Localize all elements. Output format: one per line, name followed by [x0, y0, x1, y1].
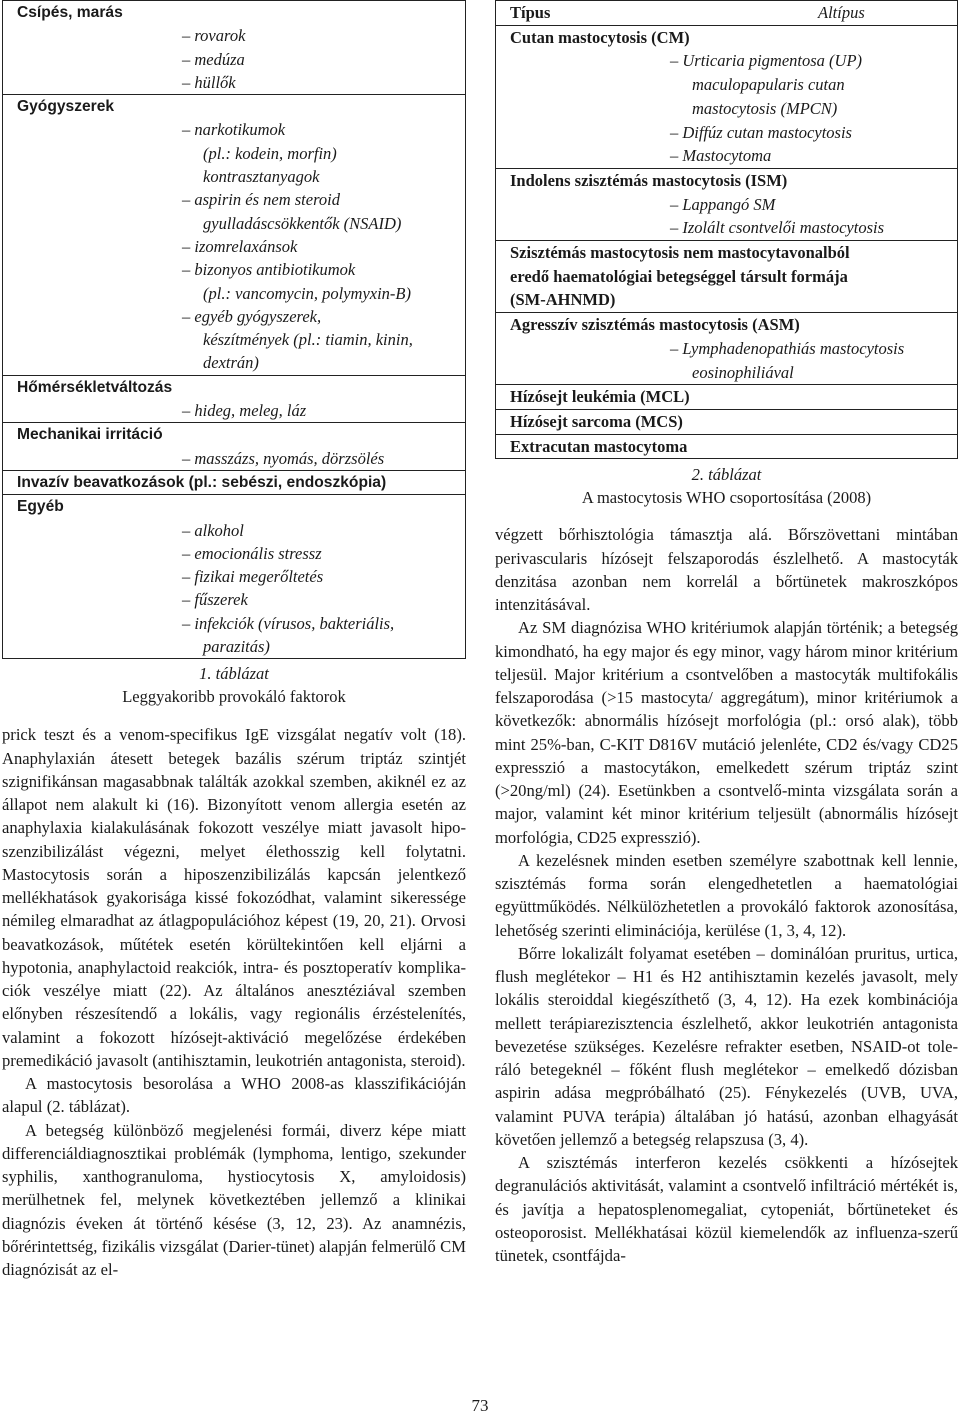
left-column: [2, 0, 466, 1281]
table2-cell: [496, 25, 958, 168]
table1-category: Mechanikai irritáció: [17, 426, 163, 444]
table1-row: [3, 470, 466, 494]
table2-header-row: [496, 1, 958, 26]
table2-caption-number: 2. táblázat: [691, 465, 762, 485]
table2-cell: [496, 434, 958, 459]
table1-subitem-line: parazitás): [203, 637, 270, 657]
table2-subtype-line: – Lappangó SM: [670, 194, 776, 214]
table2-header-type: Típus: [510, 3, 551, 22]
table2-cell: [496, 168, 958, 240]
table2-type-line: eredő haematológiai betegséggel társult formája: [510, 266, 848, 286]
table1-cell: [3, 1, 466, 95]
table1-row: [3, 375, 466, 423]
table1-subitem-line: gyulladáscsökkentők (NSAID): [203, 213, 402, 233]
left-body-text: [2, 723, 466, 1281]
body-paragraph: A mastocytosis besorolása a WHO 2008-as klasszifikációján alapul (2. táblázat).: [2, 1074, 466, 1117]
right-column: [495, 0, 958, 1267]
table1-subitem-line: – medúza: [182, 49, 245, 69]
table1-subitems: [17, 519, 459, 659]
table1-subitem-line: – rovarok: [182, 26, 246, 46]
table1-category: Csípés, marás: [17, 4, 123, 21]
table2-subtype-line: – Izolált csontvelői mastocytosis: [670, 218, 885, 238]
table1-subitem-line: – hideg, meleg, láz: [182, 401, 307, 421]
table1-subitems: [17, 447, 459, 470]
table-who-classification: [495, 0, 958, 459]
right-body-text: [495, 523, 958, 1267]
table1-subitems: [17, 118, 459, 374]
table1-subitem-line: – egyéb gyógyszerek,: [182, 306, 322, 326]
table1-category: Hőmérsékletváltozás: [17, 378, 173, 396]
table2-row: [496, 434, 958, 459]
table1-subitems: [17, 399, 459, 422]
body-paragraph: A kezelésnek minden esetben személyre szabottnak kell lennie, szisztémás forma során elengedhetetlen a haematológiai együttműködés. Nélkülözhetetlen a provokáló faktorok azonosítása, lehetőség szerinti eliminációja, kerülése (1, 3, 4, 12).: [495, 850, 958, 940]
table1-category: Invazív beavatkozások (pl.: sebészi, endoszkópia): [17, 473, 387, 491]
table1-cell: [3, 495, 466, 659]
table2-subtypes: [510, 193, 951, 240]
table1-subitem-line: (pl.: kodein, morfin): [203, 143, 337, 163]
table2-cell: [496, 241, 958, 313]
table2-row: [496, 241, 958, 313]
table2-type-line: (SM-AHNMD): [510, 290, 616, 310]
table1-cell: [3, 375, 466, 423]
table1-subitem-line: – emocionális stressz: [182, 543, 322, 563]
table2-row: [496, 409, 958, 434]
table2-subtype-line: maculopapularis cutan: [692, 75, 845, 95]
table2-caption-title: A mastocytosis WHO csoportosítása (2008): [581, 488, 872, 508]
table1-subitem-line: – hüllők: [182, 72, 236, 92]
table2-header-cell: [496, 1, 958, 26]
table2-subtype-line: eosinophiliával: [692, 362, 794, 382]
table1-row: [3, 95, 466, 376]
table2-row: [496, 25, 958, 168]
table2-subtype-line: – Lymphadenopathiás mastocytosis: [670, 338, 905, 358]
table1-subitems: [17, 24, 459, 94]
table2-subtype-line: – Diffúz cutan mastocytosis: [670, 122, 852, 142]
body-paragraph: Bőrre lokalizált folyamat esetében – dominálóan pruritus, urtica, flush meglétekor – H1 és H2 antihisztamin kezelés javasolt, mely lokális steroiddal kiegészíthető (3, 4, 12). Ha ezek kombinációja mellett terápiarezisztencia észlelhető, akkor leukotrién antagonista bevezetése szükséges. Kezelésre refrakter esetben, NSAID-ot toleráló betegeknél – főként flush meglétekor – emelkedő dózisban aspirin adása megpróbálható (25). Fénykezelés (UVB, UVA, valamint PUVA terápia) általában jó hatású, azonban elhagyását követően jellemző a betegség relapszusa (3, 4).: [495, 943, 958, 1149]
table-provoking-factors: [2, 0, 466, 659]
table1-subitem-line: dextrán): [203, 353, 259, 373]
table1-category: Egyéb: [17, 498, 64, 516]
table1-subitem-line: kontrasztanyagok: [203, 167, 320, 187]
table1-subitem-line: – bizonyos antibiotikumok: [182, 260, 356, 280]
table1-cell: [3, 470, 466, 494]
table1-subitem-line: – alkohol: [182, 520, 244, 540]
table1-row: [3, 423, 466, 471]
body-paragraph: végzett bőrhisztológia támasztja alá. Bőrszövettani mintában perivascularis hízósejt felszaporodás észlelhető. A mastocyták denzitása azonban nem korrelál a bőrtünetek makroszkópos intenzitásával.: [495, 525, 958, 615]
table1-subitem-line: – fizikai megerőltetés: [182, 567, 324, 587]
body-paragraph: prick teszt és a venom-specifikus IgE vizsgálat negatív volt (18). Anaphylaxián átesett betegek bazális szérum triptáz szintjét szignifikánsan magasabbnak találták azokkal szemben, akiknél ez az állapot nem alakult ki (16). Bizonyított venom allergia esetén az anaphylaxia kialakulásának fokozott veszélye miatt javasolt hiposzenzibilizálást végezni, melyet élethosszig kell folytatni. Mastocytosis során a hiposzenzibilizálás kapcsán jelentkező mellékhatások gyakorisága kissé fokozódhat, valamint sikeressége némileg elmaradhat az átlagpopulációhoz képest (19, 20, 21). Orvosi beavatkozások, műtétek esetén körültekintően kell eljárni a hypotonia, anaphylactoid reakciók, intra- és posztoperatív komplikaciók veszélye miatt (22). Az általános anesztéziával szemben előnyben részesítendő a lokális, vagy regionális érzéstelenítés, valamint a fokozott hízósejt-aktiváció megelőzése érdekében premedikáció javasolt (antihisztamin, leukotrién antagonista, steroid).: [2, 725, 466, 1070]
table2-subtypes: [510, 337, 951, 384]
body-paragraph: A betegség különböző megjelenési formái, diverz képe miatt differenciáldiagnosztikai problémák (lymphoma, lentigo, szekunder syphilis, xanthogranuloma, hystiocytosis X, amyloidosis) merülhetnek fel, melynek következtében jellemző a klinikai diagnózis éveken át történő késése (3, 12, 23). Az anamnézis, bőrérintettség, fizikális vizsgálat (Darier-tünet) alapján felmerülő CM diagnózisát az el-: [2, 1120, 466, 1280]
table2-caption: [495, 463, 958, 509]
table2-subtype-line: mastocytosis (MPCN): [692, 98, 838, 118]
table1-subitem-line: – masszázs, nyomás, dörzsölés: [182, 448, 385, 468]
table2-header-subtype: Altípus: [818, 3, 865, 22]
table1-subitem-line: (pl.: vancomycin, polymyxin-B): [203, 283, 411, 303]
table2-subtype-line: – Mastocytoma: [670, 146, 772, 166]
table2-subtype-line: – Urticaria pigmentosa (UP): [670, 51, 863, 71]
table2-row: [496, 385, 958, 410]
table1-subitem-line: – infekciók (vírusos, bakteriális,: [182, 613, 395, 633]
table2-type-line: Indolens szisztémás mastocytosis (ISM): [510, 170, 788, 190]
table1-subitem-line: – narkotikumok: [182, 120, 286, 140]
table1-subitem-line: – fűszerek: [182, 590, 248, 610]
body-paragraph: Az SM diagnózisa WHO kritériumok alapján történik; a betegség kimondható, ha egy major és egy minor, vagy három minor kritérium teljesül. Major kritérium a csontvelőben a mastocyták multifokális felszaporodása (>15 mastocyta/ aggregátum), minor kritériumok a következők: abnormális hízósejt morfológia (pl.: orsó alak), több mint 25%-ban, C-KIT D816V mutáció jelenléte, CD2 és/vagy CD25 expresszió a mastocytákon, emelkedett szérum triptáz szint (>20ng/ml) (24). Esetünkben a csontvelő-minta vizsgálata során a major, valamint két minor kritérium teljesült (abnormális hízósejt morfológia, CD25 expresszió).: [495, 618, 958, 847]
table1-row: [3, 495, 466, 659]
table2-type-line: Cutan mastocytosis (CM): [510, 27, 690, 47]
table1-cell: [3, 423, 466, 471]
body-paragraph: A szisztémás interferon kezelés csökkenti a hízósejtek degranulációs aktivitását, valamint a csontvelő infiltráció mértékét is, és javítja a hepatosplenomegaliat, cytopeniát, bőrtüneteket és osteoporosist. Mellékhatásai közül kiemelendők az influenza-szerű tünetek, csontfájda-: [495, 1153, 958, 1266]
table2-cell: [496, 409, 958, 434]
table1-subitem-line: készítmények (pl.: tiamin, kinin,: [203, 330, 413, 350]
table2-type-line: Extracutan mastocytoma: [510, 436, 688, 456]
page-number: 73: [471, 1396, 489, 1415]
table2-subtypes: [510, 49, 951, 168]
table1-subitem-line: – aspirin és nem steroid: [182, 190, 340, 210]
table2-type-line: Hízósejt sarcoma (MCS): [510, 411, 683, 431]
table2-type-line: Agresszív szisztémás mastocytosis (ASM): [510, 315, 800, 335]
table1-category: Gyógyszerek: [17, 98, 115, 116]
table2-row: [496, 313, 958, 385]
table2-type-line: Szisztémás mastocytosis nem mastocytavonalból: [510, 243, 850, 263]
table2-row: [496, 168, 958, 240]
table2-cell: [496, 385, 958, 410]
table2-type-line: Hízósejt leukémia (MCL): [510, 387, 690, 407]
table1-subitem-line: – izomrelaxánsok: [182, 236, 298, 256]
table1-cell: [3, 95, 466, 376]
table1-row: [3, 1, 466, 95]
table2-cell: [496, 313, 958, 385]
table1-caption-title: Leggyakoribb provokáló faktorok: [122, 687, 346, 707]
table1-caption: [2, 662, 466, 708]
table1-caption-number: 1. táblázat: [199, 664, 269, 684]
